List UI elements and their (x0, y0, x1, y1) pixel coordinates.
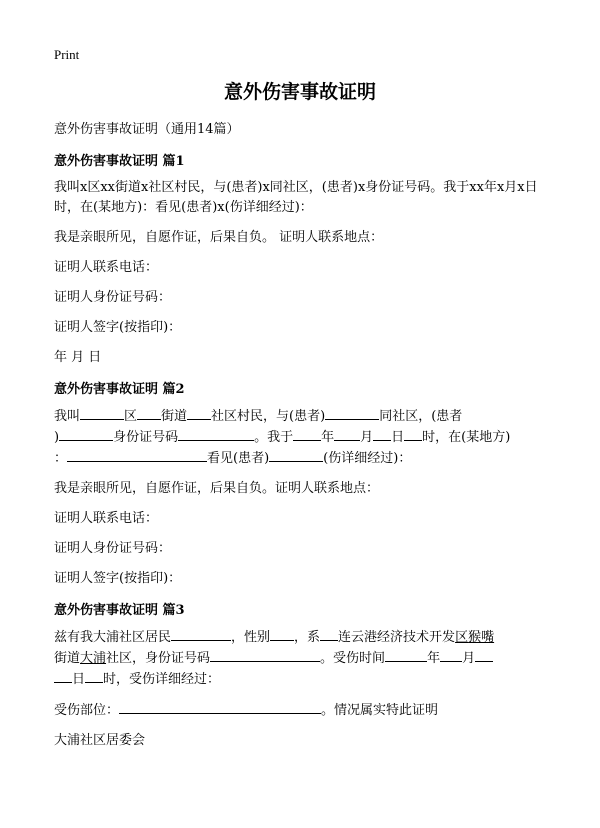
blank-line (137, 406, 161, 420)
section-2-paragraph-statement (54, 406, 554, 469)
blank-line (54, 669, 72, 683)
section-1-witness-phone: 证明人联系电话： (54, 260, 159, 275)
s3-text-jiedao: 街道 (54, 651, 81, 666)
s2-text-paren: ) (54, 430, 60, 445)
blank-line (404, 427, 422, 441)
s2-text-shang: (伤详细经过)： (323, 451, 412, 466)
s3-text-shoushang: 。受伤时间 (320, 651, 386, 666)
blank-line (80, 406, 124, 420)
section-1-witness-id: 证明人身份证号码： (54, 290, 172, 305)
section-2-witness-id: 证明人身份证号码： (54, 541, 172, 556)
s2-text-colon: ： (54, 451, 68, 466)
s3-text-ri: 日 (72, 672, 86, 687)
section-3-paragraph-statement (54, 627, 554, 690)
document-subtitle: 意外伤害事故证明（通用14篇） (54, 122, 240, 137)
blank-line (85, 669, 103, 683)
blank-line (269, 448, 323, 462)
section-1-witness-signature: 证明人签字(按指印)： (54, 320, 182, 335)
s2-text-ri: 日 (391, 430, 405, 445)
s3-text-buwei: 受伤部位： (54, 703, 120, 718)
s2-text-nian: 年 (321, 430, 335, 445)
page-title: 意外伤害事故证明 (223, 81, 376, 103)
s2-text-qu: 区 (124, 409, 138, 424)
s3-text-yue: 月 (462, 651, 476, 666)
blank-line (67, 448, 207, 462)
section-3-signer: 大浦社区居委会 (54, 733, 146, 748)
blank-line (325, 406, 379, 420)
section-1-paragraph-witness: 我是亲眼所见，自愿作证，后果自负。 证明人联系地点： (54, 230, 384, 245)
blank-line (187, 406, 211, 420)
s3-text-xi: ，系 (294, 630, 321, 645)
blank-line (475, 648, 493, 662)
blank-line (59, 427, 113, 441)
print-link[interactable]: Print (54, 47, 80, 62)
blank-line (320, 627, 338, 641)
s2-text-shi: 时，在(某地方) (422, 430, 511, 445)
section-1-date: 年 月 日 (54, 350, 102, 365)
s3-text-shi: 时，受伤详细经过： (103, 672, 221, 687)
s2-text-kanjian: 看见(患者) (207, 451, 270, 466)
blank-line (270, 627, 294, 641)
s3-text-xingbie: ，性别 (231, 630, 271, 645)
blank-line (178, 427, 254, 441)
s3-text-dapu: 大浦 (80, 651, 107, 666)
s2-text-shequcunmin: 社区村民，与(患者) (211, 409, 326, 424)
section-2-witness-signature: 证明人签字(按指印)： (54, 571, 182, 586)
blank-line (334, 427, 360, 441)
s2-text-tongshequ: 同社区，(患者 (379, 409, 463, 424)
s2-text-jiedao: 街道 (161, 409, 188, 424)
s3-text-qingkuang: 。情况属实特此证明 (321, 703, 439, 718)
blank-line (171, 627, 231, 641)
document-body (54, 120, 554, 751)
blank-line (119, 700, 321, 714)
blank-line (385, 648, 427, 662)
s3-text-zici: 兹有我大浦社区居民 (54, 630, 172, 645)
s2-text-wojiao: 我叫 (54, 409, 81, 424)
s2-text-woyu: 。我于 (254, 430, 294, 445)
s3-text-qu: 区 (455, 630, 469, 645)
s2-text-sfz: 身份证号码 (113, 430, 179, 445)
blank-line (293, 427, 321, 441)
s3-text-lyg: 连云港经济技术开发 (338, 630, 456, 645)
section-1-paragraph-statement: 我叫x区xx街道x社区村民，与(患者)x同社区，(患者)x身份证号码。我于xx年x月x日时，在(某地方)：看见(患者)x(伤详细经过)： (54, 180, 538, 215)
s3-text-nian: 年 (427, 651, 441, 666)
s2-text-yue: 月 (360, 430, 374, 445)
section-3-heading: 意外伤害事故证明 篇3 (54, 603, 185, 618)
s3-text-houzui: 猴嘴 (468, 630, 495, 645)
section-3-injury-location (54, 700, 554, 721)
section-2-paragraph-witness: 我是亲眼所见，自愿作证，后果自负。证明人联系地点： (54, 481, 380, 496)
blank-line (440, 648, 462, 662)
section-2-witness-phone: 证明人联系电话： (54, 511, 159, 526)
section-2-heading: 意外伤害事故证明 篇2 (54, 382, 185, 397)
s3-text-shequ-sfz: 社区，身份证号码 (106, 651, 211, 666)
section-1-heading: 意外伤害事故证明 篇1 (54, 154, 185, 169)
blank-line (210, 648, 320, 662)
blank-line (373, 427, 391, 441)
